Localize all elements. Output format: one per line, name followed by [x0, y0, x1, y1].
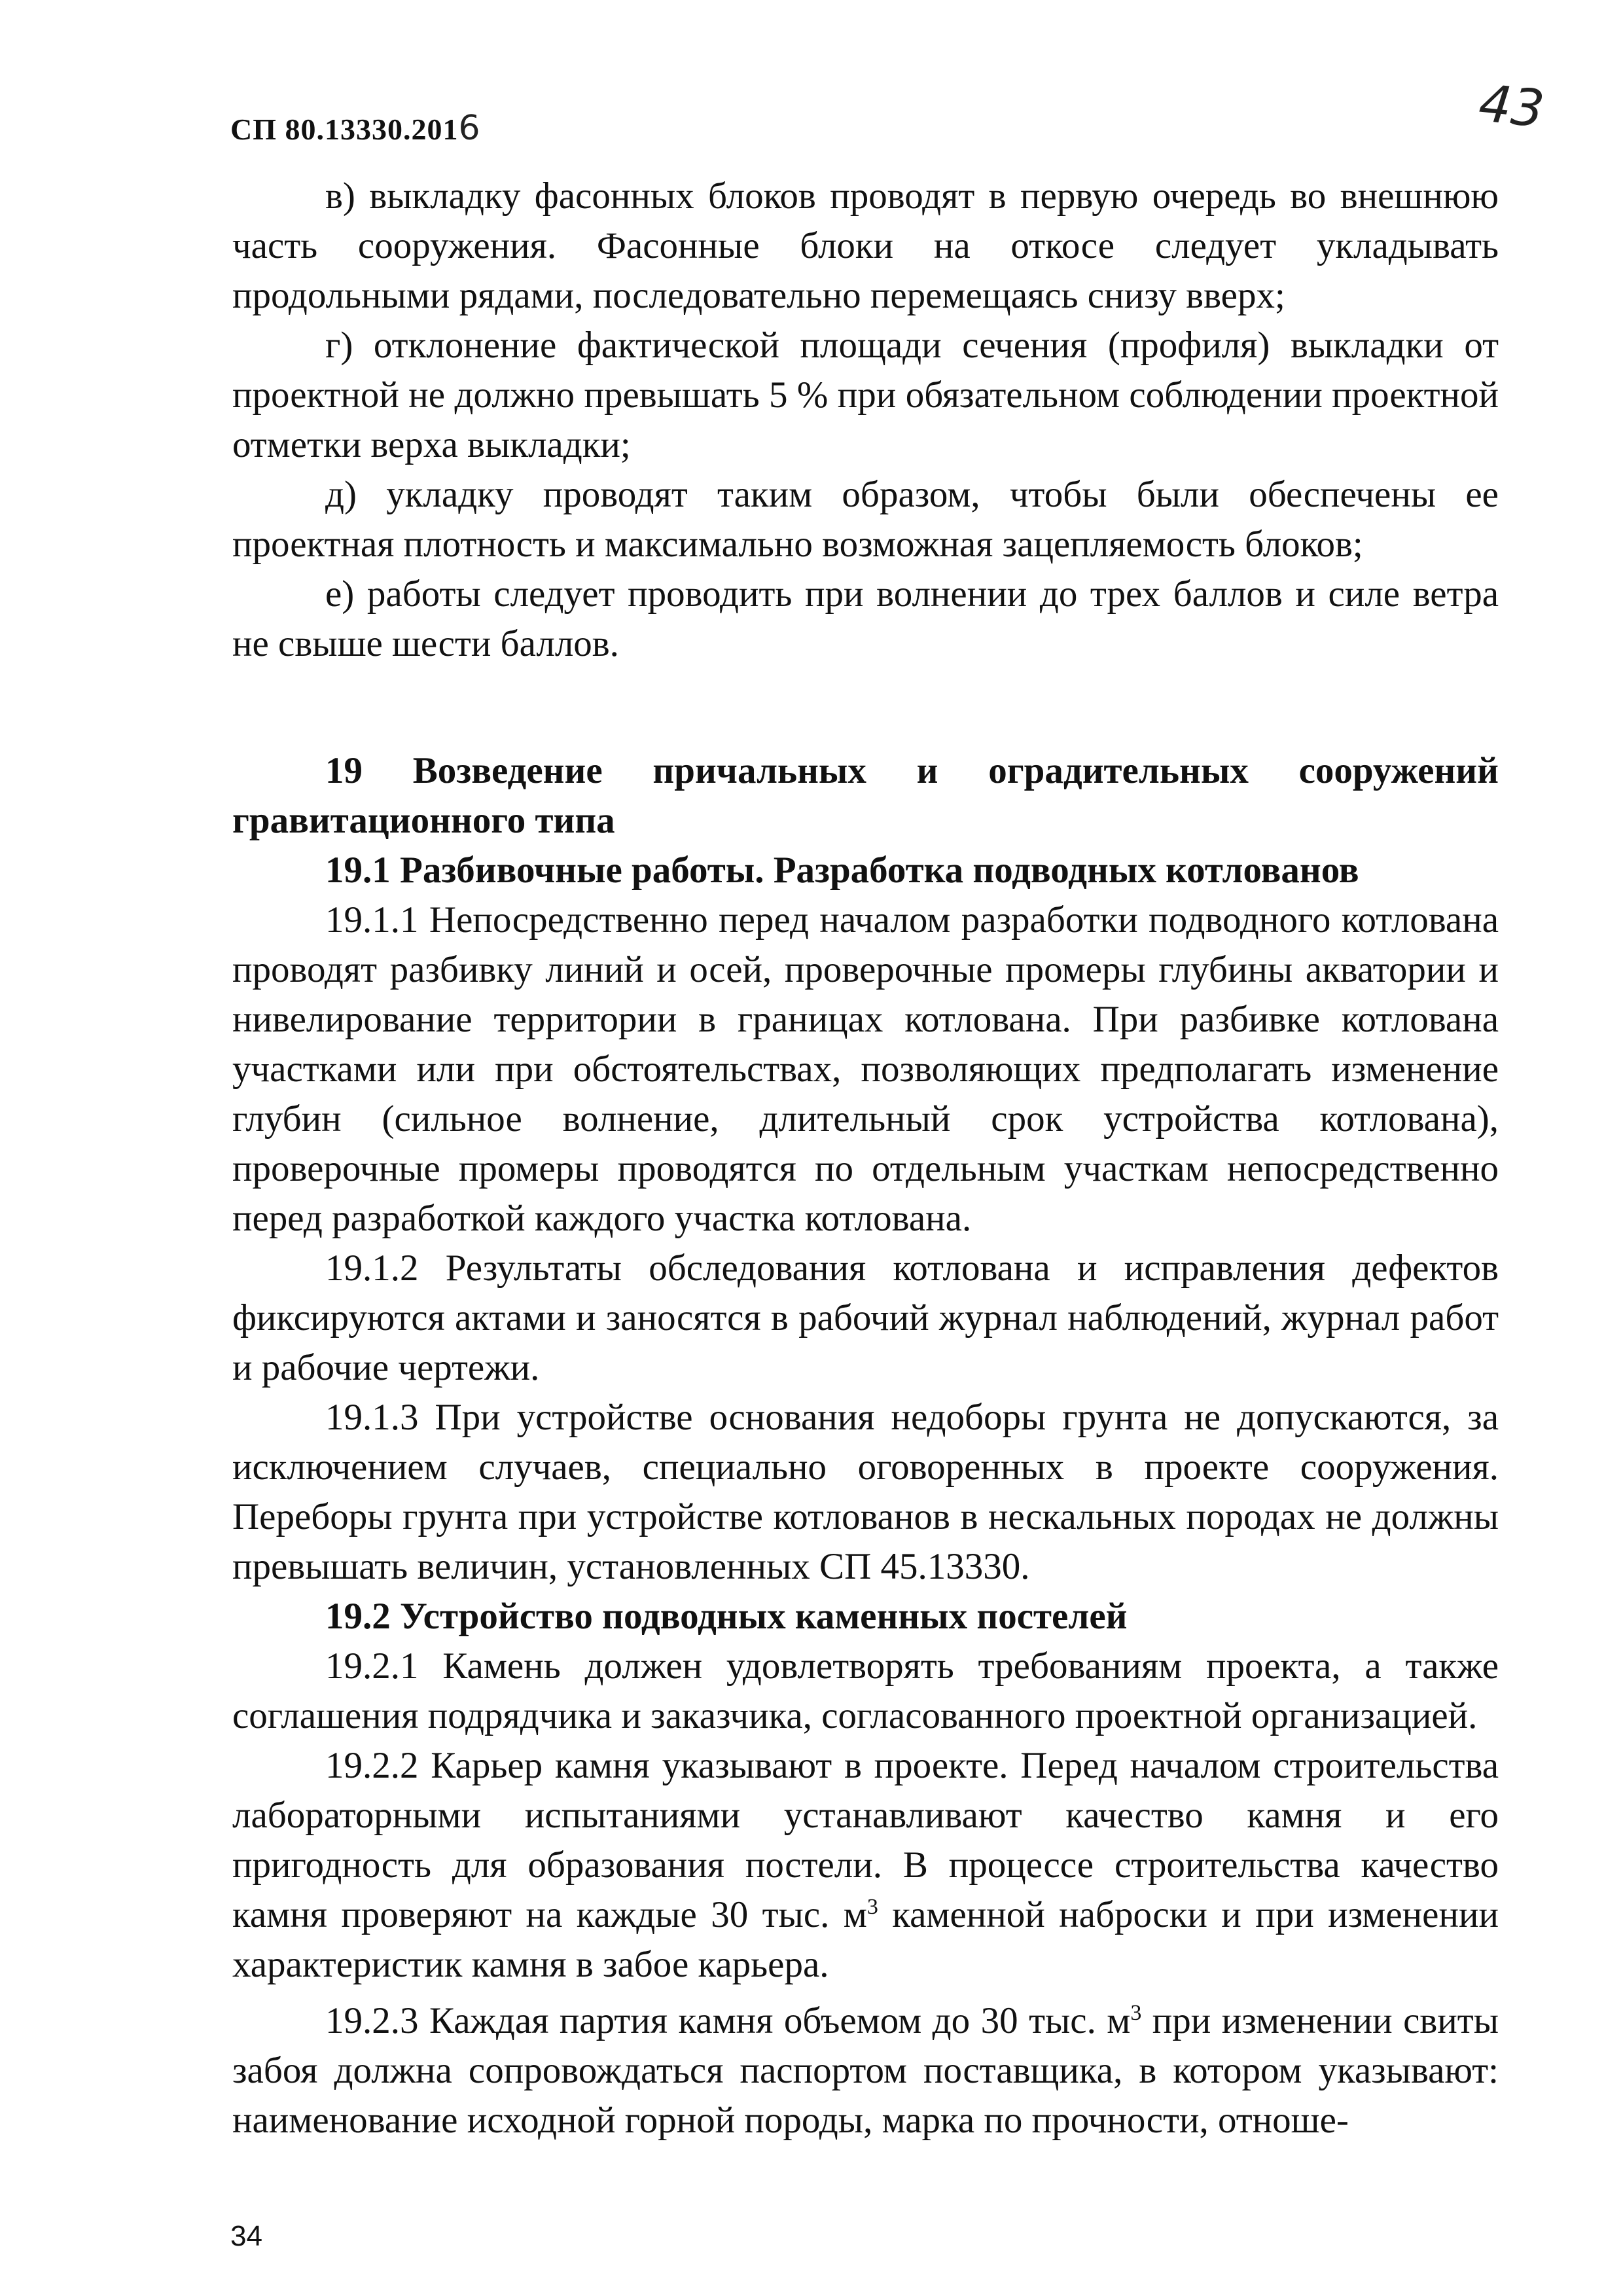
paragraph-19-2-3-text-b: при изменении свиты забоя должна сопровождаться паспортом поставщика, в котором указывают: наименование исходной горной породы, марка по прочности, отноше- — [232, 2000, 1499, 2141]
document-code-text: СП 80.13330.201 — [230, 113, 459, 146]
document-code — [230, 109, 481, 148]
paragraph-19-2-2-text-a: 19.2.2 Карьер камня указывают в проекте. Перед началом строительства лабораторными испытаниями устанавливают качество камня и его пригодность для образования постели. В процессе строительства качество камня проверяют на каждые 30 тыс. м — [232, 1745, 1499, 1935]
section-heading-19: 19 Возведение причальных и оградительных сооружений гравитационного типа — [232, 750, 1499, 841]
document-code-handwritten-digit: 6 — [458, 109, 481, 148]
subsection-heading-19-1: 19.1 Разбивочные работы. Разработка подводных котлованов — [325, 850, 1359, 891]
paragraph-19-2-3-text-a: 19.2.3 Каждая партия камня объемом до 30 тыс. м — [325, 2000, 1131, 2041]
paragraph-item-d: д) укладку проводят таким образом, чтобы были обеспечены ее проектная плотность и максимально возможная зацепляемость блоков; — [232, 474, 1499, 565]
page-number: 34 — [230, 2220, 262, 2252]
paragraph-19-2-3 — [232, 1996, 1499, 2145]
paragraph-item-e: е) работы следует проводить при волнении до трех баллов и силе ветра не свыше шести баллов. — [232, 573, 1499, 664]
paragraph-item-g: г) отклонение фактической площади сечения (профиля) выкладки от проектной не должно превышать 5 % при обязательном соблюдении проектной отметки верха выкладки; — [232, 325, 1499, 465]
subsection-heading-19-2: 19.2 Устройство подводных каменных постелей — [325, 1596, 1128, 1637]
superscript-cubic: 3 — [1130, 2001, 1142, 2025]
paragraph-item-v: в) выкладку фасонных блоков проводят в первую очередь во внешнюю часть сооружения. Фасонные блоки на откосе следует укладывать продольными рядами, последовательно перемещаясь снизу вверх; — [232, 175, 1499, 316]
paragraph-19-1-1: 19.1.1 Непосредственно перед началом разработки подводного котлована проводят разбивку линий и осей, проверочные промеры глубины акватории и нивелирование территории в границах котлована. При разбивке котлована участками или при обстоятельствах, позволяющих предполагать изменение глубин (сильное волнение, длительный срок устройства котлована), проверочные промеры проводятся по отдельным участкам непосредственно перед разработкой каждого участка котлована. — [232, 899, 1499, 1239]
superscript-cubic: 3 — [866, 1895, 878, 1919]
document-body — [232, 171, 1499, 2145]
paragraph-19-2-2-text-b: каменной наброски и при изменении характеристик камня в забое карьера. — [232, 1894, 1499, 1985]
paragraph-19-2-2 — [232, 1741, 1499, 1990]
paragraph-19-2-1: 19.2.1 Камень должен удовлетворять требованиям проекта, а также соглашения подрядчика и заказчика, согласованного проектной организацией. — [232, 1645, 1499, 1736]
paragraph-19-1-2: 19.1.2 Результаты обследования котлована и исправления дефектов фиксируются актами и заносятся в рабочий журнал наблюдений, журнал работ и рабочие чертежи. — [232, 1247, 1499, 1388]
paragraph-19-1-3: 19.1.3 При устройстве основания недоборы грунта не допускаются, за исключением случаев, специально оговоренных в проекте сооружения. Переборы грунта при устройстве котлованов в нескальных породах не должны превышать величин, установленных СП 45.13330. — [232, 1397, 1499, 1587]
handwritten-page-number: 43 — [1476, 74, 1547, 139]
